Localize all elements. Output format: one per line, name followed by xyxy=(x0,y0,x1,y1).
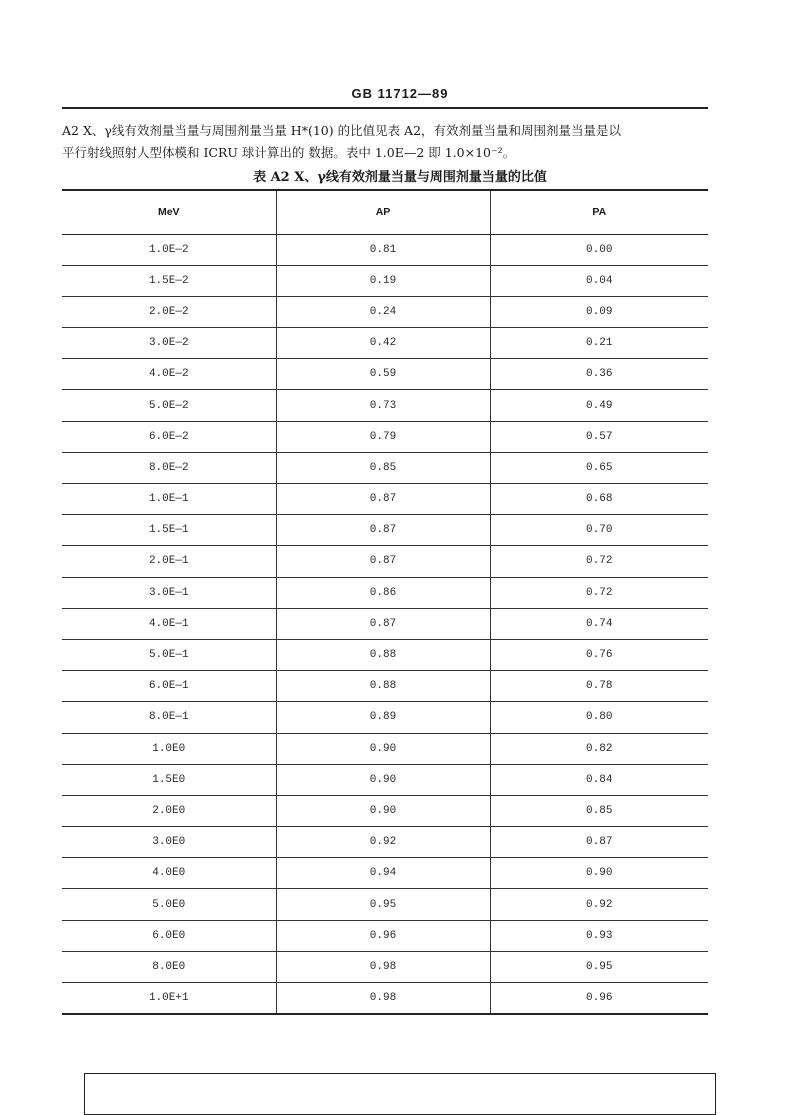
energy-cell: 2.0E—1 xyxy=(62,546,276,577)
table-row xyxy=(62,484,708,515)
table-row xyxy=(62,515,708,546)
standard-code: GB 11712—89 xyxy=(351,86,449,101)
table-caption: 表 A2 X、γ线有效剂量当量与周围剂量当量的比值 xyxy=(253,170,547,185)
table-row xyxy=(62,390,708,421)
energy-cell: 1.0E—2 xyxy=(62,234,276,265)
pa-cell: 0.95 xyxy=(490,951,708,982)
table-row xyxy=(62,359,708,390)
pa-cell: 0.72 xyxy=(490,546,708,577)
ap-cell: 0.90 xyxy=(276,795,490,826)
ap-cell: 0.87 xyxy=(276,515,490,546)
ap-cell: 0.98 xyxy=(276,983,490,1014)
energy-cell: 1.0E+1 xyxy=(62,983,276,1014)
ap-cell: 0.90 xyxy=(276,764,490,795)
energy-cell: 8.0E—1 xyxy=(62,702,276,733)
header-mev: MeV xyxy=(62,190,276,234)
ap-cell: 0.73 xyxy=(276,390,490,421)
energy-cell: 4.0E—1 xyxy=(62,608,276,639)
pa-cell: 0.74 xyxy=(490,608,708,639)
energy-cell: 8.0E—2 xyxy=(62,452,276,483)
ap-cell: 0.79 xyxy=(276,421,490,452)
energy-cell: 1.0E0 xyxy=(62,733,276,764)
ap-cell: 0.94 xyxy=(276,858,490,889)
energy-cell: 4.0E0 xyxy=(62,858,276,889)
pa-cell: 0.04 xyxy=(490,265,708,296)
pa-cell: 0.84 xyxy=(490,764,708,795)
pa-cell: 0.96 xyxy=(490,983,708,1014)
table-body xyxy=(62,234,708,1014)
ratio-table xyxy=(62,189,708,1015)
table-row xyxy=(62,234,708,265)
energy-cell: 1.0E—1 xyxy=(62,484,276,515)
energy-cell: 2.0E—2 xyxy=(62,296,276,327)
pa-cell: 0.65 xyxy=(490,452,708,483)
pa-cell: 0.49 xyxy=(490,390,708,421)
table-row xyxy=(62,421,708,452)
ap-cell: 0.98 xyxy=(276,951,490,982)
table-row xyxy=(62,608,708,639)
table-row xyxy=(62,951,708,982)
ap-cell: 0.96 xyxy=(276,920,490,951)
pa-cell: 0.82 xyxy=(490,733,708,764)
table-row xyxy=(62,858,708,889)
pa-cell: 0.87 xyxy=(490,827,708,858)
ap-cell: 0.88 xyxy=(276,671,490,702)
table-row xyxy=(62,546,708,577)
energy-cell: 5.0E0 xyxy=(62,889,276,920)
table-row xyxy=(62,265,708,296)
pa-cell: 0.21 xyxy=(490,328,708,359)
pa-cell: 0.09 xyxy=(490,296,708,327)
header-ap: AP xyxy=(276,190,490,234)
ap-cell: 0.19 xyxy=(276,265,490,296)
ap-cell: 0.87 xyxy=(276,484,490,515)
ap-cell: 0.42 xyxy=(276,328,490,359)
table-row xyxy=(62,827,708,858)
energy-cell: 3.0E0 xyxy=(62,827,276,858)
ap-cell: 0.59 xyxy=(276,359,490,390)
table-row xyxy=(62,983,708,1014)
ap-cell: 0.88 xyxy=(276,639,490,670)
energy-cell: 1.5E—2 xyxy=(62,265,276,296)
table-header-row xyxy=(62,190,708,234)
table-row xyxy=(62,702,708,733)
ap-cell: 0.86 xyxy=(276,577,490,608)
table-row xyxy=(62,889,708,920)
energy-cell: 1.5E0 xyxy=(62,764,276,795)
table-row xyxy=(62,577,708,608)
energy-cell: 3.0E—1 xyxy=(62,577,276,608)
table-row xyxy=(62,296,708,327)
energy-cell: 5.0E—2 xyxy=(62,390,276,421)
energy-cell: 8.0E0 xyxy=(62,951,276,982)
header-rule xyxy=(62,107,708,109)
header-pa: PA xyxy=(490,190,708,234)
intro-line-1: A2 X、γ线有效剂量当量与周围剂量当量 H*(10) 的比值见表 A2，有效剂量当量和周围剂量当量是以 xyxy=(62,123,622,138)
intro-paragraph xyxy=(62,120,712,164)
pa-cell: 0.90 xyxy=(490,858,708,889)
pa-cell: 0.85 xyxy=(490,795,708,826)
table-row xyxy=(62,795,708,826)
ap-cell: 0.87 xyxy=(276,608,490,639)
ap-cell: 0.92 xyxy=(276,827,490,858)
pa-cell: 0.70 xyxy=(490,515,708,546)
pa-cell: 0.93 xyxy=(490,920,708,951)
energy-cell: 1.5E—1 xyxy=(62,515,276,546)
pa-cell: 0.57 xyxy=(490,421,708,452)
table-row xyxy=(62,733,708,764)
pa-cell: 0.68 xyxy=(490,484,708,515)
ap-cell: 0.81 xyxy=(276,234,490,265)
pa-cell: 0.76 xyxy=(490,639,708,670)
ap-cell: 0.95 xyxy=(276,889,490,920)
pa-cell: 0.80 xyxy=(490,702,708,733)
table-row xyxy=(62,328,708,359)
table-row xyxy=(62,639,708,670)
ap-cell: 0.24 xyxy=(276,296,490,327)
ap-cell: 0.89 xyxy=(276,702,490,733)
energy-cell: 5.0E—1 xyxy=(62,639,276,670)
ap-cell: 0.87 xyxy=(276,546,490,577)
energy-cell: 2.0E0 xyxy=(62,795,276,826)
pa-cell: 0.72 xyxy=(490,577,708,608)
table-row xyxy=(62,920,708,951)
energy-cell: 6.0E0 xyxy=(62,920,276,951)
energy-cell: 6.0E—1 xyxy=(62,671,276,702)
pa-cell: 0.92 xyxy=(490,889,708,920)
energy-cell: 4.0E—2 xyxy=(62,359,276,390)
table-row xyxy=(62,452,708,483)
footer-box xyxy=(84,1073,716,1115)
intro-line-2: 平行射线照射人型体模和 ICRU 球计算出的 数据。表中 1.0E—2 即 1.0×10⁻²。 xyxy=(62,145,516,160)
energy-cell: 6.0E—2 xyxy=(62,421,276,452)
pa-cell: 0.00 xyxy=(490,234,708,265)
table-row xyxy=(62,764,708,795)
ap-cell: 0.85 xyxy=(276,452,490,483)
energy-cell: 3.0E—2 xyxy=(62,328,276,359)
ap-cell: 0.90 xyxy=(276,733,490,764)
pa-cell: 0.36 xyxy=(490,359,708,390)
pa-cell: 0.78 xyxy=(490,671,708,702)
table-row xyxy=(62,671,708,702)
